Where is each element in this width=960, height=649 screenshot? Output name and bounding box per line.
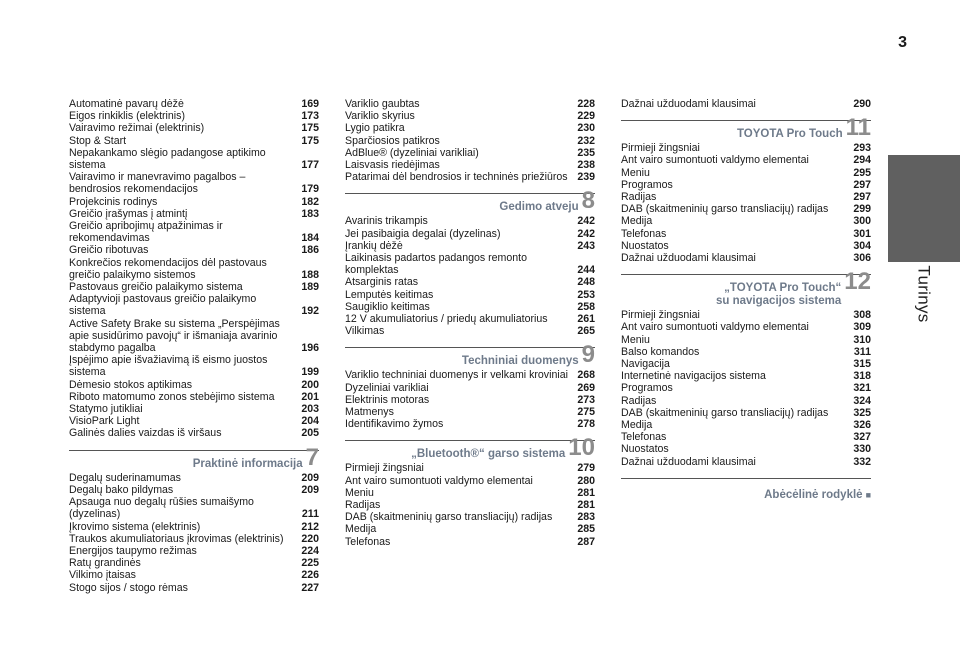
- toc-entry-title: Atsarginis ratas: [345, 276, 419, 289]
- toc-entry[interactable]: [345, 523, 595, 535]
- toc-entry[interactable]: [621, 179, 871, 191]
- toc-entry[interactable]: [345, 406, 595, 418]
- toc-entry-title: Pirmieji žingsniai: [345, 462, 424, 475]
- toc-entry-title: Internetinė navigacijos sistema: [621, 370, 766, 383]
- toc-entry-page: 248: [577, 276, 595, 289]
- toc-entry-page: 179: [301, 183, 319, 196]
- toc-entry[interactable]: [345, 122, 595, 134]
- chapter-heading[interactable]: [345, 341, 595, 369]
- toc-entry-title: Nepakankamo slėgio padangose aptikimo sistema: [69, 146, 266, 172]
- toc-entry-page: 244: [577, 264, 595, 277]
- toc-entry[interactable]: [345, 159, 595, 171]
- toc-entry[interactable]: [621, 228, 871, 240]
- toc-block: [69, 98, 319, 440]
- toc-entry-title: DAB (skaitmeninių garso transliacijų) radijas: [621, 203, 829, 216]
- toc-entry-page: 311: [853, 345, 871, 358]
- toc-entry[interactable]: [69, 257, 319, 281]
- toc-entry-title: Automatinė pavarų dėžė: [69, 98, 184, 110]
- toc-entry-page: 325: [853, 406, 871, 419]
- alphabetical-index-link[interactable]: [621, 478, 871, 501]
- chapter-number: 9: [581, 341, 595, 369]
- toc-entry-title: Active Safety Brake su sistema „Perspėjimas apie susidūrimo pavojų“ ir išmaniaja avarinio stabdymo pagalba: [69, 317, 280, 355]
- toc-entry-page: 211: [301, 508, 319, 521]
- toc-entry-title: Programos: [621, 178, 673, 191]
- toc-entry-title: Greičio apribojimų atpažinimas ir rekomendavimas: [69, 220, 223, 245]
- toc-entry[interactable]: [345, 536, 595, 548]
- toc-entry[interactable]: [345, 289, 595, 301]
- toc-entry-page: 281: [577, 499, 595, 512]
- index-label: Abėcėlinė rodyklė: [764, 488, 863, 501]
- toc-entry-title: Programos: [621, 382, 673, 395]
- toc-entry-title: Telefonas: [621, 227, 667, 240]
- toc-entry-page: 169: [301, 98, 319, 110]
- toc-entry[interactable]: [345, 382, 595, 394]
- toc-entry-page: 189: [301, 281, 319, 294]
- toc-entry-page: 295: [853, 166, 871, 179]
- toc-entry-title: Greičio ribotuvas: [69, 244, 149, 257]
- toc-entry[interactable]: [621, 215, 871, 227]
- toc-entry-page: 287: [577, 535, 595, 548]
- toc-entry-title: Projekcinis rodinys: [69, 195, 158, 208]
- chapter-heading[interactable]: [69, 443, 319, 471]
- toc-entry-page: 297: [853, 178, 871, 191]
- toc-entry-page: 278: [577, 418, 595, 431]
- toc-entry-page: 294: [853, 154, 871, 167]
- toc-entry[interactable]: [345, 147, 595, 159]
- toc-block: [345, 98, 595, 183]
- toc-entry-page: 279: [577, 462, 595, 475]
- toc-entry-title: Balso komandos: [621, 345, 700, 358]
- toc-entry-page: 269: [577, 381, 595, 394]
- toc-entry-title: Navigacija: [621, 358, 670, 371]
- toc-entry-page: 228: [577, 98, 595, 110]
- toc-block: [345, 430, 595, 547]
- toc-entry-title: Radijas: [621, 394, 657, 407]
- toc-entry-title: Patarimai dėl bendrosios ir techninės priežiūros: [345, 171, 568, 184]
- toc-entry-page: 229: [577, 110, 595, 123]
- toc-entry-title: Konkrečios rekomendacijos dėl pastovaus greičio palaikymo sistemos: [69, 256, 267, 281]
- toc-entry-page: 242: [577, 215, 595, 228]
- toc-entry-page: 184: [301, 232, 319, 245]
- toc-entry-title: Variklio gaubtas: [345, 98, 420, 110]
- toc-entry-title: Sparčiosios patikros: [345, 134, 440, 147]
- toc-entry-page: 301: [853, 227, 871, 240]
- toc-entry[interactable]: [345, 511, 595, 523]
- toc-entry[interactable]: [345, 313, 595, 325]
- toc-entry-title: Įspėjimo apie išvažiavimą iš eismo juostos sistema: [69, 354, 268, 379]
- toc-entry-title: Dėmesio stokos aptikimas: [69, 378, 193, 391]
- toc-entry-title: Matmenys: [345, 406, 394, 419]
- toc-entry[interactable]: [621, 98, 871, 110]
- toc-entry-page: 212: [301, 520, 319, 533]
- toc-entry[interactable]: [69, 281, 319, 293]
- toc-entry-page: 268: [577, 369, 595, 382]
- toc-block: [621, 98, 871, 110]
- toc-entry-page: 232: [577, 134, 595, 147]
- toc-entry[interactable]: [345, 171, 595, 183]
- toc-entry[interactable]: [69, 244, 319, 256]
- toc-entry[interactable]: [69, 496, 319, 520]
- toc-entry[interactable]: [345, 228, 595, 240]
- toc-block: [621, 110, 871, 264]
- toc-entry-page: 225: [301, 557, 319, 570]
- toc-entry-page: 261: [577, 313, 595, 326]
- toc-entry-title: Elektrinis motoras: [345, 393, 430, 406]
- toc-entry[interactable]: [69, 98, 319, 110]
- toc-entry[interactable]: [69, 196, 319, 208]
- toc-entry-title: Meniu: [621, 333, 650, 346]
- toc-block: [345, 337, 595, 430]
- toc-entry-title: Ant vairo sumontuoti valdymo elementai: [345, 474, 533, 487]
- toc-entry-page: 283: [577, 511, 595, 524]
- chapter-heading[interactable]: [345, 434, 595, 462]
- toc-entry[interactable]: [69, 147, 319, 171]
- toc-entry-title: Laisvasis riedėjimas: [345, 159, 440, 172]
- toc-entry-page: 188: [301, 268, 319, 281]
- toc-column-1: [69, 98, 319, 594]
- toc-block: [345, 183, 595, 337]
- toc-entry[interactable]: [621, 431, 871, 443]
- toc-entry[interactable]: [69, 110, 319, 122]
- toc-entry-title: Variklio skyrius: [345, 110, 415, 123]
- toc-entry[interactable]: [621, 252, 871, 264]
- toc-entry[interactable]: [345, 240, 595, 252]
- toc-entry[interactable]: [345, 462, 595, 474]
- toc-entry-page: 330: [853, 443, 871, 456]
- toc-entry-title: Meniu: [621, 166, 650, 179]
- toc-entry[interactable]: [69, 533, 319, 545]
- toc-entry-title: 12 V akumuliatorius / priedų akumuliatorius: [345, 313, 548, 326]
- toc-entry[interactable]: [621, 191, 871, 203]
- toc-entry[interactable]: [69, 293, 319, 317]
- toc-entry-title: Traukos akumuliatoriaus įkrovimas (elektrinis): [69, 532, 284, 545]
- toc-entry-title: Avarinis trikampis: [345, 215, 428, 228]
- toc-entry-title: Radijas: [621, 191, 657, 204]
- toc-entry[interactable]: [621, 167, 871, 179]
- side-tab-label-wrap: [888, 258, 960, 330]
- toc-entry-title: Vilkimas: [345, 325, 385, 338]
- toc-entry[interactable]: [621, 203, 871, 215]
- chapter-title: Praktinė informacija: [192, 457, 303, 470]
- toc-entry-page: 324: [853, 394, 871, 407]
- toc-entry[interactable]: [69, 557, 319, 569]
- toc-block: [69, 440, 319, 594]
- toc-entry-title: Lygio patikra: [345, 122, 405, 135]
- toc-entry[interactable]: [621, 346, 871, 358]
- toc-entry-title: Adaptyvioji pastovaus greičio palaikymo sistema: [69, 293, 257, 318]
- toc-entry-page: 205: [301, 427, 319, 440]
- toc-entry-title: Apsauga nuo degalų rūšies sumaišymo (dyzelinas): [69, 496, 254, 521]
- toc-entry-title: Medija: [345, 523, 377, 536]
- toc-entry-title: DAB (skaitmeninių garso transliacijų) radijas: [345, 511, 553, 524]
- toc-entry-page: 182: [301, 195, 319, 208]
- toc-entry[interactable]: [69, 582, 319, 594]
- toc-entry[interactable]: [69, 569, 319, 581]
- toc-entry-title: Ant vairo sumontuoti valdymo elementai: [621, 321, 809, 334]
- toc-entry-title: Riboto matomumo zonos stebėjimo sistema: [69, 390, 275, 403]
- toc-entry-title: Identifikavimo žymos: [345, 418, 444, 431]
- chapter-title: TOYOTA Pro Touch: [736, 128, 843, 141]
- toc-entry[interactable]: [69, 403, 319, 415]
- toc-entry-page: 183: [301, 207, 319, 220]
- toc-entry-page: 175: [301, 122, 319, 135]
- toc-entry-page: 199: [301, 366, 319, 379]
- toc-entry[interactable]: [69, 171, 319, 195]
- toc-entry[interactable]: [345, 215, 595, 227]
- toc-entry[interactable]: [621, 309, 871, 321]
- toc-entry-page: 173: [301, 110, 319, 123]
- toc-entry-title: Dažnai užduodami klausimai: [621, 252, 756, 265]
- toc-entry-title: Pastovaus greičio palaikymo sistema: [69, 281, 243, 294]
- toc-entry[interactable]: [621, 395, 871, 407]
- page-number: 3: [898, 34, 907, 51]
- toc-entry-page: 321: [853, 382, 871, 395]
- toc-entry-page: 304: [853, 239, 871, 252]
- toc-entry-page: 243: [577, 239, 595, 252]
- toc-entry-page: 280: [577, 474, 595, 487]
- chapter-title: Gedimo atveju: [499, 201, 579, 214]
- toc-entry-title: Variklio techniniai duomenys ir velkami kroviniai: [345, 369, 568, 382]
- toc-entry[interactable]: [345, 475, 595, 487]
- toc-entry-title: Radijas: [345, 499, 381, 512]
- toc-entry[interactable]: [345, 252, 595, 276]
- toc-entry-title: Saugiklio keitimas: [345, 300, 430, 313]
- toc-entry-page: 224: [301, 544, 319, 557]
- toc-entry-title: Jei pasibaigia degalai (dyzelinas): [345, 227, 501, 240]
- toc-entry-page: 327: [853, 431, 871, 444]
- toc-entry-page: 209: [301, 471, 319, 484]
- toc-entry[interactable]: [345, 301, 595, 313]
- toc-entry-title: Degalų bako pildymas: [69, 483, 174, 496]
- toc-entry-page: 308: [853, 309, 871, 322]
- toc-entry-page: 238: [577, 159, 595, 172]
- toc-entry-title: Ratų grandinės: [69, 557, 141, 570]
- toc-entry[interactable]: [69, 379, 319, 391]
- toc-entry[interactable]: [621, 321, 871, 333]
- toc-entry-page: 196: [301, 342, 319, 355]
- toc-entry-title: Vairavimo režimai (elektrinis): [69, 122, 205, 135]
- toc-entry-page: 204: [301, 415, 319, 428]
- toc-entry-page: 230: [577, 122, 595, 135]
- toc-entry-page: 306: [853, 252, 871, 265]
- toc-entry[interactable]: [69, 427, 319, 439]
- toc-entry[interactable]: [345, 499, 595, 511]
- toc-entry[interactable]: [345, 110, 595, 122]
- toc-entry-title: Medija: [621, 215, 653, 228]
- toc-entry-page: 299: [853, 203, 871, 216]
- toc-entry-page: 332: [853, 455, 871, 468]
- toc-entry-page: 309: [853, 321, 871, 334]
- toc-entry-title: Dyzeliniai varikliai: [345, 381, 429, 394]
- toc-entry[interactable]: [621, 407, 871, 419]
- toc-entry[interactable]: [69, 521, 319, 533]
- toc-entry-page: 200: [301, 378, 319, 391]
- toc-entry-page: 239: [577, 171, 595, 184]
- toc-entry[interactable]: [69, 220, 319, 244]
- chapter-number: 10: [568, 434, 595, 462]
- toc-entry[interactable]: [621, 382, 871, 394]
- toc-entry[interactable]: [621, 419, 871, 431]
- toc-entry-title: Degalų suderinamumas: [69, 471, 181, 484]
- toc-entry[interactable]: [345, 98, 595, 110]
- toc-entry[interactable]: [621, 334, 871, 346]
- toc-column-2: [345, 98, 595, 548]
- toc-entry-page: 177: [301, 159, 319, 172]
- chapter-heading[interactable]: [621, 114, 871, 142]
- toc-entry[interactable]: [69, 354, 319, 378]
- toc-entry-page: 209: [301, 483, 319, 496]
- toc-column-3: [621, 98, 871, 501]
- chapter-number: 12: [844, 268, 871, 296]
- toc-entry-page: 300: [853, 215, 871, 228]
- toc-entry[interactable]: [621, 154, 871, 166]
- toc-block: [621, 264, 871, 468]
- toc-entry-title: Pirmieji žingsniai: [621, 309, 700, 322]
- chapter-number: 7: [305, 443, 319, 471]
- chapter-side-tab[interactable]: [888, 155, 960, 262]
- toc-entry-page: 275: [577, 406, 595, 419]
- toc-entry[interactable]: [345, 394, 595, 406]
- toc-entry-page: 226: [301, 569, 319, 582]
- toc-entry-title: Nuostatos: [621, 239, 669, 252]
- toc-entry-page: 227: [301, 581, 319, 594]
- toc-entry-title: Įrankių dėžė: [345, 239, 403, 252]
- toc-entry-title: Dažnai užduodami klausimai: [621, 98, 756, 110]
- toc-entry[interactable]: [345, 418, 595, 430]
- toc-entry[interactable]: [69, 391, 319, 403]
- toc-entry-title: Greičio įrašymas į atmintį: [69, 207, 188, 220]
- toc-entry-title: Stogo sijos / stogo rėmas: [69, 581, 188, 594]
- side-tab-label: Turinys: [914, 265, 934, 323]
- toc-entry-title: Statymo jutikliai: [69, 403, 143, 416]
- toc-entry[interactable]: [69, 545, 319, 557]
- toc-entry-title: Vairavimo ir manevravimo pagalbos – bendrosios rekomendacijos: [69, 171, 246, 196]
- toc-entry[interactable]: [69, 318, 319, 355]
- toc-entry-page: 297: [853, 191, 871, 204]
- toc-entry-title: AdBlue® (dyzeliniai varikliai): [345, 146, 479, 159]
- toc-entry[interactable]: [345, 325, 595, 337]
- toc-entry-page: 235: [577, 146, 595, 159]
- chapter-heading[interactable]: [621, 268, 871, 308]
- toc-entry[interactable]: [621, 456, 871, 468]
- toc-entry-page: 310: [853, 333, 871, 346]
- chapter-title: „TOYOTA Pro Touch“ su navigacijos sistema: [716, 282, 842, 308]
- chapter-title: „Bluetooth®“ garso sistema: [411, 448, 566, 461]
- toc-entry-title: Ant vairo sumontuoti valdymo elementai: [621, 154, 809, 167]
- toc-entry-page: 326: [853, 419, 871, 432]
- toc-entry-title: VisioPark Light: [69, 415, 140, 428]
- toc-entry-title: Stop & Start: [69, 134, 127, 147]
- toc-entry-page: 293: [853, 142, 871, 155]
- toc-entry[interactable]: [345, 487, 595, 499]
- toc-entry-page: 242: [577, 227, 595, 240]
- toc-entry[interactable]: [621, 358, 871, 370]
- toc-entry[interactable]: [621, 370, 871, 382]
- toc-entry-page: 192: [301, 305, 319, 318]
- toc-entry[interactable]: [345, 369, 595, 381]
- toc-entry-title: Energijos taupymo režimas: [69, 544, 197, 557]
- toc-entry[interactable]: [621, 142, 871, 154]
- toc-entry[interactable]: [69, 472, 319, 484]
- toc-entry-title: Telefonas: [345, 535, 391, 548]
- toc-entry-title: Įkrovimo sistema (elektrinis): [69, 520, 201, 533]
- toc-entry[interactable]: [345, 135, 595, 147]
- toc-entry-page: 318: [853, 370, 871, 383]
- toc-entry-title: DAB (skaitmeninių garso transliacijų) radijas: [621, 406, 829, 419]
- toc-entry[interactable]: [69, 122, 319, 134]
- toc-entry-page: 273: [577, 393, 595, 406]
- toc-entry-page: 186: [301, 244, 319, 257]
- toc-entry[interactable]: [69, 484, 319, 496]
- toc-entry[interactable]: [69, 135, 319, 147]
- chapter-number: 11: [845, 114, 871, 142]
- toc-entry[interactable]: [621, 443, 871, 455]
- toc-entry-page: 253: [577, 288, 595, 301]
- toc-entry-title: Nuostatos: [621, 443, 669, 456]
- toc-entry-title: Lemputės keitimas: [345, 288, 434, 301]
- toc-entry-title: Medija: [621, 419, 653, 432]
- toc-entry-title: Dažnai užduodami klausimai: [621, 455, 756, 468]
- toc-entry-page: 281: [577, 486, 595, 499]
- toc-entry-title: Meniu: [345, 486, 374, 499]
- chapter-title: Techniniai duomenys: [461, 355, 579, 368]
- toc-entry[interactable]: [69, 208, 319, 220]
- toc-entry[interactable]: [69, 415, 319, 427]
- toc-entry[interactable]: [345, 276, 595, 288]
- toc-entry-title: Vilkimo įtaisas: [69, 569, 136, 582]
- toc-entry-page: 175: [301, 134, 319, 147]
- toc-entry-page: 285: [577, 523, 595, 536]
- chapter-heading[interactable]: [345, 187, 595, 215]
- toc-entry-title: Pirmieji žingsniai: [621, 142, 700, 155]
- toc-entry-page: 203: [301, 403, 319, 416]
- toc-entry-page: 258: [577, 300, 595, 313]
- toc-entry[interactable]: [621, 240, 871, 252]
- toc-entry-title: Telefonas: [621, 431, 667, 444]
- toc-entry-page: 290: [853, 98, 871, 110]
- toc-entry-title: Eigos rinkiklis (elektrinis): [69, 110, 185, 123]
- toc-entry-title: Laikinasis padartos padangos remonto komplektas: [345, 252, 527, 277]
- toc-entry-page: 265: [577, 325, 595, 338]
- toc-entry-page: 201: [301, 390, 319, 403]
- toc-entry-page: 315: [853, 358, 871, 371]
- toc-entry-page: 220: [301, 532, 319, 545]
- index-marker-icon: ■: [865, 489, 871, 500]
- toc-entry-title: Galinės dalies vaizdas iš viršaus: [69, 427, 222, 440]
- chapter-number: 8: [581, 187, 595, 215]
